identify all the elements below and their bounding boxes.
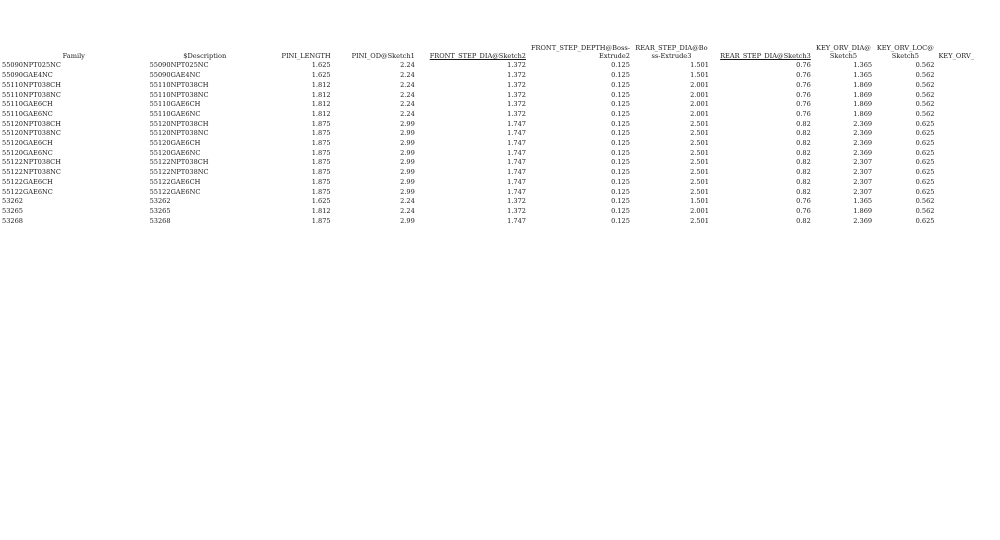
table-cell[interactable]: 2.24 <box>400 197 415 206</box>
table-cell[interactable]: 1.747 <box>507 216 527 225</box>
table-cell[interactable]: 0.562 <box>915 109 935 118</box>
table-cell[interactable]: 1.812 <box>311 109 331 118</box>
table-cell[interactable]: 0.125 <box>611 80 630 89</box>
table-cell[interactable]: 1.875 <box>311 139 331 148</box>
table-cell[interactable]: 2.99 <box>400 216 415 225</box>
header-key-orv-partial[interactable]: KEY_ORV_ <box>938 52 975 61</box>
header-front-step-depth[interactable]: FRONT_STEP_DEPTH@Boss-Extrude2 <box>530 44 630 61</box>
table-cell[interactable]: 0.125 <box>611 71 630 80</box>
table-cell[interactable]: 2.99 <box>400 187 415 196</box>
table-cell[interactable]: 1.869 <box>853 109 873 118</box>
table-cell[interactable]: 2.501 <box>690 158 709 167</box>
table-row <box>0 61 1000 71</box>
table-cell-empty[interactable] <box>937 110 1000 120</box>
table-cell[interactable]: 0.82 <box>796 148 811 157</box>
table-cell[interactable]: 55120GAE6NC <box>2 148 53 157</box>
table-cell[interactable]: 0.125 <box>611 197 630 206</box>
table-cell[interactable]: 1.372 <box>507 71 527 80</box>
table-cell[interactable]: 1.372 <box>507 80 527 89</box>
table-cell[interactable]: 55120GAE6NC <box>149 148 201 157</box>
table-cell-empty[interactable] <box>937 81 1000 91</box>
table-cell[interactable]: 0.625 <box>915 158 935 167</box>
table-cell[interactable]: 0.125 <box>611 158 630 167</box>
table-cell[interactable]: 55120GAE6CH <box>149 139 201 148</box>
table-cell[interactable]: 55090GAE4NC <box>2 71 53 80</box>
table-cell[interactable]: 0.125 <box>611 168 630 177</box>
header-row <box>0 44 1000 61</box>
table-cell[interactable]: 55120NPT038CH <box>2 119 61 128</box>
table-cell[interactable]: 0.76 <box>796 61 811 70</box>
table-cell[interactable]: 0.82 <box>796 119 811 128</box>
table-cell[interactable]: 1.372 <box>507 61 527 70</box>
table-cell[interactable]: 0.76 <box>796 90 811 99</box>
table-cell-empty[interactable] <box>937 91 1000 101</box>
table-cell[interactable]: 0.562 <box>915 100 935 109</box>
table-cell[interactable]: 2.501 <box>690 119 709 128</box>
table-cell[interactable]: 0.82 <box>796 158 811 167</box>
table-cell[interactable]: 1.365 <box>853 61 873 70</box>
table-cell[interactable]: 2.24 <box>400 100 415 109</box>
table-cell[interactable]: 1.747 <box>507 139 527 148</box>
table-cell[interactable]: 1.875 <box>311 119 331 128</box>
table-cell[interactable]: 2.307 <box>853 168 873 177</box>
table-cell[interactable]: 2.001 <box>690 90 709 99</box>
table-cell[interactable]: 1.875 <box>311 148 331 157</box>
table-row <box>0 188 1000 198</box>
table-cell[interactable]: 2.99 <box>400 139 415 148</box>
table-cell[interactable]: 0.82 <box>796 187 811 196</box>
table-cell-empty[interactable] <box>937 197 1000 207</box>
table-cell[interactable]: 0.562 <box>915 90 935 99</box>
table-cell[interactable]: 2.24 <box>400 206 415 215</box>
table-cell[interactable]: 55110NPT038NC <box>149 90 209 99</box>
table-row <box>0 129 1000 139</box>
table-row <box>0 149 1000 159</box>
table-cell[interactable]: 0.125 <box>611 119 630 128</box>
table-cell[interactable]: 1.372 <box>507 90 527 99</box>
table-cell[interactable]: 2.99 <box>400 148 415 157</box>
table-row <box>0 91 1000 101</box>
table-cell-empty[interactable] <box>937 139 1000 149</box>
table-cell-empty[interactable] <box>937 217 1000 227</box>
table-cell[interactable]: 0.76 <box>796 197 811 206</box>
table-cell[interactable]: 2.501 <box>690 216 709 225</box>
table-cell[interactable]: 0.562 <box>915 197 935 206</box>
table-cell[interactable]: 0.76 <box>796 100 811 109</box>
table-cell[interactable]: 53268 <box>2 216 23 225</box>
header-pini-od[interactable]: PINI_OD@Sketch1 <box>351 52 415 61</box>
table-cell[interactable]: 1.747 <box>507 158 527 167</box>
header-rear-step-dia-extrude[interactable]: REAR_STEP_DIA@Boss-Extrude3 <box>635 44 708 61</box>
table-row <box>0 81 1000 91</box>
table-cell[interactable]: 1.501 <box>690 71 709 80</box>
table-cell[interactable]: 0.125 <box>611 187 630 196</box>
table-cell[interactable]: 55110NPT038CH <box>2 80 61 89</box>
table-cell-empty[interactable] <box>937 149 1000 159</box>
table-cell[interactable]: 55122GAE6CH <box>2 177 53 186</box>
table-cell[interactable]: 1.812 <box>311 90 331 99</box>
header-rear-step-dia-sketch-text: REAR_STEP_DIA@Sketch3 <box>720 52 811 61</box>
table-cell[interactable]: 0.125 <box>611 109 630 118</box>
table-cell[interactable]: 2.99 <box>400 177 415 186</box>
table-cell[interactable]: 1.875 <box>311 187 331 196</box>
table-cell[interactable]: 0.82 <box>796 129 811 138</box>
table-cell[interactable]: 0.625 <box>915 187 935 196</box>
table-cell[interactable]: 2.369 <box>853 148 873 157</box>
table-cell-empty[interactable] <box>937 188 1000 198</box>
table-cell[interactable]: 55122GAE6NC <box>149 187 201 196</box>
table-cell[interactable]: 2.001 <box>690 109 709 118</box>
design-table-sheet <box>0 44 975 244</box>
table-cell[interactable]: 55090NPT025NC <box>2 61 61 70</box>
table-cell-empty[interactable] <box>937 178 1000 188</box>
table-row <box>0 120 1000 130</box>
table-cell[interactable]: 0.125 <box>611 216 630 225</box>
table-cell[interactable]: 1.812 <box>311 100 331 109</box>
table-cell[interactable]: 2.501 <box>690 129 709 138</box>
table-cell[interactable]: 2.001 <box>690 100 709 109</box>
table-cell[interactable]: 2.99 <box>400 158 415 167</box>
table-cell[interactable]: 2.24 <box>400 61 415 70</box>
table-cell[interactable]: 1.875 <box>311 129 331 138</box>
table-cell[interactable]: 55110NPT038CH <box>149 80 209 89</box>
table-cell[interactable]: 1.747 <box>507 187 527 196</box>
table-cell[interactable]: 2.501 <box>690 148 709 157</box>
table-cell[interactable]: 55110GAE6NC <box>149 109 201 118</box>
table-cell[interactable]: 0.125 <box>611 139 630 148</box>
table-cell[interactable]: 1.747 <box>507 177 527 186</box>
header-front-step-dia-text: FRONT_STEP_DIA@Sketch2 <box>429 52 527 61</box>
header-pini-length[interactable]: PINI_LENGTH <box>281 52 331 61</box>
table-cell[interactable]: 55090GAE4NC <box>149 71 201 80</box>
table-cell[interactable]: 55122GAE6NC <box>2 187 53 196</box>
table-cell-empty[interactable] <box>937 120 1000 130</box>
table-cell[interactable]: 55122NPT038NC <box>149 168 209 177</box>
table-cell[interactable]: 2.369 <box>853 119 873 128</box>
header-rear-step-dia-sketch[interactable] <box>711 44 813 61</box>
table-cell[interactable]: 2.99 <box>400 119 415 128</box>
table-body <box>0 61 1000 226</box>
table-cell[interactable]: 2.369 <box>853 139 873 148</box>
table-cell[interactable]: 2.001 <box>690 80 709 89</box>
table-cell[interactable]: 1.875 <box>311 216 331 225</box>
table-cell[interactable]: 1.747 <box>507 129 527 138</box>
table-cell[interactable]: 0.562 <box>915 71 935 80</box>
table-row <box>0 217 1000 227</box>
design-table <box>0 44 1000 226</box>
table-cell[interactable]: 1.372 <box>507 100 527 109</box>
table-cell[interactable]: 0.125 <box>611 177 630 186</box>
table-cell[interactable]: 1.812 <box>311 206 331 215</box>
table-cell[interactable]: 0.82 <box>796 139 811 148</box>
table-row <box>0 158 1000 168</box>
table-cell[interactable]: 1.875 <box>311 158 331 167</box>
table-cell[interactable]: 53265 <box>2 206 23 215</box>
table-cell[interactable]: 2.501 <box>690 187 709 196</box>
table-cell[interactable]: 1.869 <box>853 100 873 109</box>
table-row <box>0 178 1000 188</box>
table-cell-empty[interactable] <box>937 168 1000 178</box>
table-cell[interactable]: 2.24 <box>400 80 415 89</box>
table-cell[interactable]: 0.76 <box>796 109 811 118</box>
table-cell[interactable]: 0.125 <box>611 61 630 70</box>
header-key-orv-loc[interactable]: KEY_ORV_LOC@Sketch5 <box>876 44 934 61</box>
table-cell[interactable]: 55122NPT038NC <box>2 168 61 177</box>
table-cell[interactable]: 0.562 <box>915 61 935 70</box>
table-cell[interactable]: 55122NPT038CH <box>2 158 61 167</box>
table-cell[interactable]: 55110NPT038NC <box>2 90 61 99</box>
table-cell[interactable]: 1.625 <box>311 61 331 70</box>
table-cell[interactable]: 0.625 <box>915 216 935 225</box>
table-cell[interactable]: 55120NPT038NC <box>149 129 209 138</box>
table-cell[interactable]: 0.76 <box>796 71 811 80</box>
table-cell[interactable]: 0.82 <box>796 168 811 177</box>
table-cell[interactable]: 55110GAE6NC <box>2 109 53 118</box>
table-cell[interactable]: 1.869 <box>853 206 873 215</box>
table-cell[interactable]: 1.372 <box>507 109 527 118</box>
table-cell[interactable]: 53262 <box>2 197 23 206</box>
table-cell[interactable]: 55110GAE6CH <box>149 100 201 109</box>
table-cell[interactable]: 0.125 <box>611 206 630 215</box>
table-row <box>0 100 1000 110</box>
table-cell[interactable]: 2.501 <box>690 139 709 148</box>
table-cell[interactable]: 0.625 <box>915 168 935 177</box>
table-cell[interactable]: 2.24 <box>400 90 415 99</box>
table-cell[interactable]: 53265 <box>149 206 171 215</box>
table-cell[interactable]: 1.747 <box>507 168 527 177</box>
table-row <box>0 168 1000 178</box>
table-cell[interactable]: 55122NPT038CH <box>149 158 209 167</box>
table-cell[interactable]: 55090NPT025NC <box>149 61 209 70</box>
table-cell-empty[interactable] <box>937 129 1000 139</box>
table-row <box>0 197 1000 207</box>
table-cell[interactable]: 2.307 <box>853 177 873 186</box>
table-cell[interactable]: 1.625 <box>311 71 331 80</box>
table-cell[interactable]: 55120NPT038CH <box>149 119 209 128</box>
table-cell[interactable]: 55122GAE6CH <box>149 177 201 186</box>
table-cell[interactable]: 2.307 <box>853 158 873 167</box>
table-cell[interactable]: 1.875 <box>311 168 331 177</box>
table-cell[interactable]: 0.625 <box>915 129 935 138</box>
table-cell[interactable]: 1.625 <box>311 197 331 206</box>
table-cell[interactable]: 0.76 <box>796 80 811 89</box>
table-cell[interactable]: 0.125 <box>611 90 630 99</box>
table-row <box>0 207 1000 217</box>
table-cell[interactable]: 2.001 <box>690 206 709 215</box>
table-cell[interactable]: 0.76 <box>796 206 811 215</box>
table-cell[interactable]: 2.24 <box>400 109 415 118</box>
table-row <box>0 139 1000 149</box>
table-cell[interactable]: 0.82 <box>796 216 811 225</box>
table-cell[interactable]: 2.501 <box>690 168 709 177</box>
table-cell[interactable]: 2.501 <box>690 177 709 186</box>
header-key-orv-dia[interactable]: KEY_ORV_DIA@Sketch5 <box>816 44 871 61</box>
table-cell[interactable]: 0.625 <box>915 148 935 157</box>
table-cell[interactable]: 0.625 <box>915 177 935 186</box>
table-cell[interactable]: 1.501 <box>690 61 709 70</box>
table-cell[interactable]: 2.24 <box>400 71 415 80</box>
table-cell[interactable]: 0.125 <box>611 148 630 157</box>
table-cell[interactable]: 2.307 <box>853 187 873 196</box>
table-cell[interactable]: 1.501 <box>690 197 709 206</box>
table-cell[interactable]: 2.99 <box>400 168 415 177</box>
header-front-step-dia[interactable] <box>417 44 528 61</box>
table-cell[interactable]: 2.369 <box>853 129 873 138</box>
table-cell[interactable]: 0.125 <box>611 100 630 109</box>
table-cell[interactable]: 2.369 <box>853 216 873 225</box>
header-family[interactable]: Family <box>62 52 85 61</box>
table-cell-empty[interactable] <box>937 100 1000 110</box>
table-cell-empty[interactable] <box>937 207 1000 217</box>
table-cell[interactable]: 0.562 <box>915 206 935 215</box>
table-cell-empty[interactable] <box>937 158 1000 168</box>
header-description[interactable]: $Description <box>183 52 227 61</box>
table-cell[interactable]: 0.562 <box>915 80 935 89</box>
table-cell[interactable]: 55110GAE6CH <box>2 100 53 109</box>
table-cell[interactable]: 1.372 <box>507 197 527 206</box>
table-cell-empty[interactable] <box>937 71 1000 81</box>
table-cell[interactable]: 1.869 <box>853 90 873 99</box>
table-cell[interactable]: 53268 <box>149 216 171 225</box>
table-cell[interactable]: 0.82 <box>796 177 811 186</box>
table-cell[interactable]: 0.625 <box>915 139 935 148</box>
table-cell[interactable]: 1.875 <box>311 177 331 186</box>
table-cell[interactable]: 1.869 <box>853 80 873 89</box>
table-cell[interactable]: 1.365 <box>853 197 873 206</box>
table-cell[interactable]: 55120NPT038NC <box>2 129 61 138</box>
table-cell[interactable]: 53262 <box>149 197 171 206</box>
table-cell[interactable]: 1.747 <box>507 119 527 128</box>
table-cell[interactable]: 1.372 <box>507 206 527 215</box>
table-cell-empty[interactable] <box>937 61 1000 71</box>
table-cell[interactable]: 55120GAE6CH <box>2 139 53 148</box>
table-cell[interactable]: 1.365 <box>853 71 873 80</box>
table-cell[interactable]: 1.812 <box>311 80 331 89</box>
table-cell[interactable]: 1.747 <box>507 148 527 157</box>
table-cell[interactable]: 2.99 <box>400 129 415 138</box>
table-cell[interactable]: 0.625 <box>915 119 935 128</box>
table-row <box>0 110 1000 120</box>
table-row <box>0 71 1000 81</box>
table-cell[interactable]: 0.125 <box>611 129 630 138</box>
